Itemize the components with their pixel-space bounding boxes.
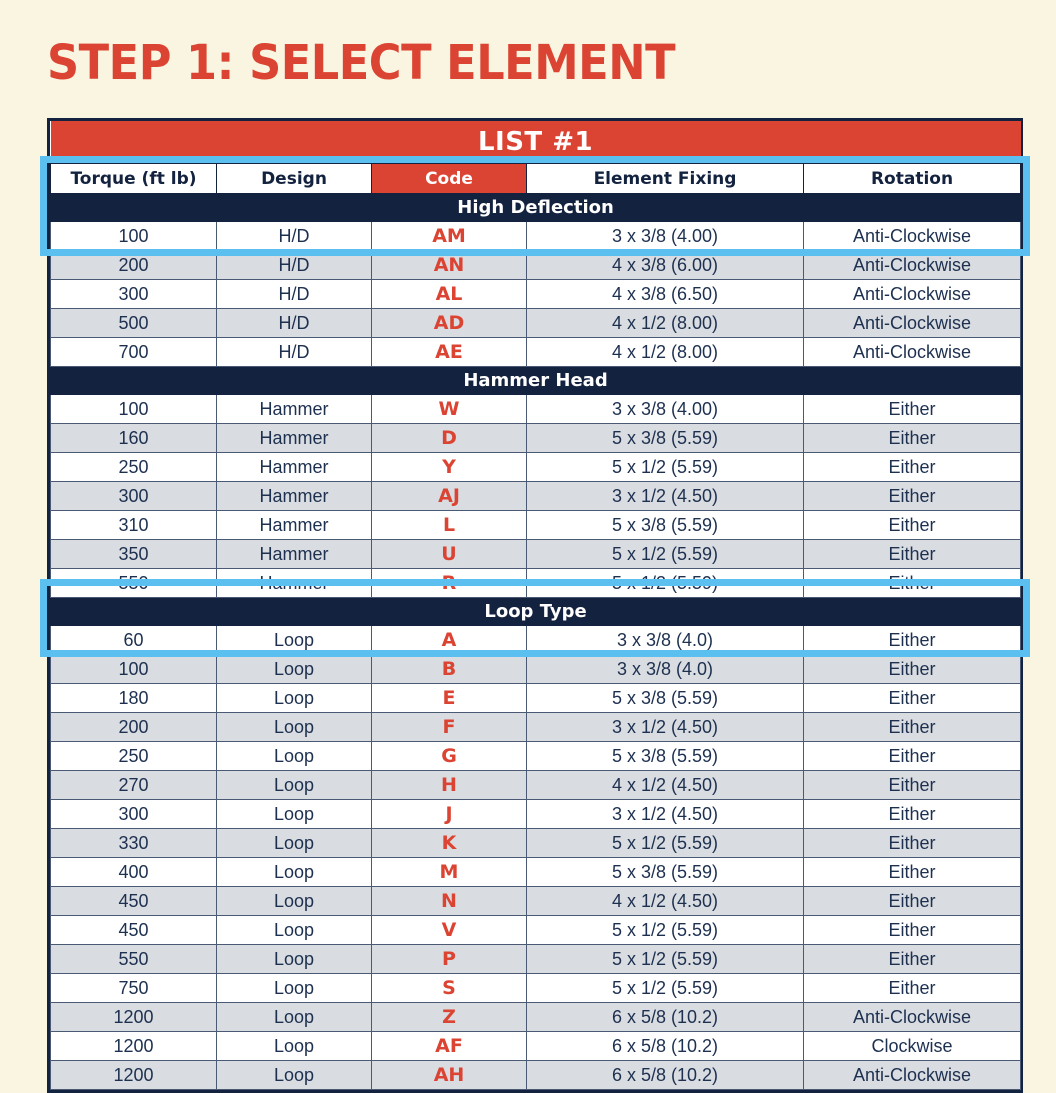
cell-design: H/D [217, 280, 372, 309]
cell-design: Hammer [217, 395, 372, 424]
cell-design: Loop [217, 771, 372, 800]
cell-design: H/D [217, 251, 372, 280]
cell-code: AE [372, 338, 527, 367]
table-row[interactable] [51, 916, 1021, 945]
cell-design: Hammer [217, 540, 372, 569]
cell-torque: 300 [51, 482, 217, 511]
table-row[interactable] [51, 453, 1021, 482]
list-title-row [51, 121, 1021, 164]
column-header-design[interactable]: Design [217, 164, 372, 194]
cell-torque: 400 [51, 858, 217, 887]
cell-fixing: 4 x 1/2 (4.50) [527, 771, 804, 800]
column-header-rotation[interactable]: Rotation [804, 164, 1021, 194]
cell-rotation: Anti-Clockwise [804, 280, 1021, 309]
cell-design: Loop [217, 858, 372, 887]
table-row[interactable] [51, 655, 1021, 684]
table-row[interactable] [51, 338, 1021, 367]
column-header-row [51, 164, 1021, 194]
cell-torque: 550 [51, 569, 217, 598]
column-header-code[interactable]: Code [372, 164, 527, 194]
table-row[interactable] [51, 251, 1021, 280]
table-row[interactable] [51, 395, 1021, 424]
cell-code: N [372, 887, 527, 916]
cell-design: Loop [217, 1032, 372, 1061]
cell-rotation: Either [804, 540, 1021, 569]
table-row[interactable] [51, 1032, 1021, 1061]
cell-rotation: Anti-Clockwise [804, 1003, 1021, 1032]
cell-code: AJ [372, 482, 527, 511]
cell-rotation: Either [804, 742, 1021, 771]
cell-code: J [372, 800, 527, 829]
cell-torque: 270 [51, 771, 217, 800]
cell-torque: 300 [51, 800, 217, 829]
cell-fixing: 5 x 3/8 (5.59) [527, 424, 804, 453]
table-row[interactable] [51, 569, 1021, 598]
cell-fixing: 3 x 3/8 (4.00) [527, 395, 804, 424]
cell-code: AD [372, 309, 527, 338]
cell-code: A [372, 626, 527, 655]
cell-rotation: Anti-Clockwise [804, 309, 1021, 338]
cell-rotation: Either [804, 626, 1021, 655]
section-header-label: Loop Type [51, 598, 1021, 626]
cell-torque: 200 [51, 251, 217, 280]
cell-fixing: 4 x 1/2 (4.50) [527, 887, 804, 916]
cell-design: Loop [217, 974, 372, 1003]
table-row[interactable] [51, 309, 1021, 338]
cell-code: AH [372, 1061, 527, 1090]
cell-rotation: Either [804, 916, 1021, 945]
cell-design: Loop [217, 945, 372, 974]
cell-design: Hammer [217, 453, 372, 482]
cell-code: G [372, 742, 527, 771]
cell-code: AF [372, 1032, 527, 1061]
cell-code: F [372, 713, 527, 742]
cell-torque: 250 [51, 453, 217, 482]
cell-design: Loop [217, 887, 372, 916]
column-header-torque-ft-lb[interactable]: Torque (ft lb) [51, 164, 217, 194]
table-row[interactable] [51, 482, 1021, 511]
cell-code: Z [372, 1003, 527, 1032]
cell-fixing: 6 x 5/8 (10.2) [527, 1032, 804, 1061]
cell-rotation: Either [804, 713, 1021, 742]
cell-code: Y [372, 453, 527, 482]
table-row[interactable] [51, 742, 1021, 771]
cell-code: V [372, 916, 527, 945]
cell-fixing: 6 x 5/8 (10.2) [527, 1003, 804, 1032]
cell-fixing: 5 x 1/2 (5.59) [527, 829, 804, 858]
cell-code: W [372, 395, 527, 424]
cell-fixing: 5 x 3/8 (5.59) [527, 858, 804, 887]
cell-torque: 350 [51, 540, 217, 569]
cell-code: U [372, 540, 527, 569]
table-row[interactable] [51, 887, 1021, 916]
cell-rotation: Anti-Clockwise [804, 251, 1021, 280]
cell-code: R [372, 569, 527, 598]
cell-fixing: 4 x 3/8 (6.00) [527, 251, 804, 280]
cell-torque: 750 [51, 974, 217, 1003]
list-title: LIST #1 [51, 121, 1021, 164]
cell-design: Loop [217, 655, 372, 684]
cell-code: S [372, 974, 527, 1003]
cell-code: B [372, 655, 527, 684]
cell-design: H/D [217, 222, 372, 251]
cell-rotation: Either [804, 800, 1021, 829]
cell-code: AM [372, 222, 527, 251]
table-row[interactable] [51, 511, 1021, 540]
cell-code: AL [372, 280, 527, 309]
cell-torque: 300 [51, 280, 217, 309]
cell-design: Loop [217, 916, 372, 945]
table-body [51, 121, 1021, 1090]
table-row[interactable] [51, 626, 1021, 655]
cell-rotation: Anti-Clockwise [804, 338, 1021, 367]
cell-fixing: 3 x 1/2 (4.50) [527, 482, 804, 511]
cell-torque: 500 [51, 309, 217, 338]
cell-fixing: 6 x 5/8 (10.2) [527, 1061, 804, 1090]
cell-rotation: Either [804, 771, 1021, 800]
section-header-label: Hammer Head [51, 367, 1021, 395]
cell-design: Loop [217, 713, 372, 742]
cell-torque: 60 [51, 626, 217, 655]
cell-design: Hammer [217, 569, 372, 598]
cell-fixing: 5 x 3/8 (5.59) [527, 511, 804, 540]
section-header-row [51, 194, 1021, 222]
cell-torque: 700 [51, 338, 217, 367]
cell-rotation: Anti-Clockwise [804, 222, 1021, 251]
table-row[interactable] [51, 974, 1021, 1003]
cell-rotation: Either [804, 829, 1021, 858]
table-row[interactable] [51, 684, 1021, 713]
cell-torque: 180 [51, 684, 217, 713]
cell-design: Loop [217, 829, 372, 858]
cell-torque: 330 [51, 829, 217, 858]
section-header-row [51, 367, 1021, 395]
table-row[interactable] [51, 1003, 1021, 1032]
cell-fixing: 3 x 1/2 (4.50) [527, 800, 804, 829]
table-row[interactable] [51, 540, 1021, 569]
table-row[interactable] [51, 1061, 1021, 1090]
cell-torque: 1200 [51, 1032, 217, 1061]
cell-design: Hammer [217, 424, 372, 453]
cell-design: Hammer [217, 482, 372, 511]
cell-code: L [372, 511, 527, 540]
cell-fixing: 5 x 1/2 (5.59) [527, 569, 804, 598]
section-header-label: High Deflection [51, 194, 1021, 222]
cell-fixing: 5 x 1/2 (5.59) [527, 916, 804, 945]
selection-table [47, 118, 1023, 1093]
cell-fixing: 5 x 1/2 (5.59) [527, 453, 804, 482]
cell-rotation: Either [804, 684, 1021, 713]
cell-code: D [372, 424, 527, 453]
table-row[interactable] [51, 424, 1021, 453]
cell-fixing: 5 x 1/2 (5.59) [527, 974, 804, 1003]
cell-design: Loop [217, 742, 372, 771]
cell-fixing: 3 x 3/8 (4.0) [527, 626, 804, 655]
cell-fixing: 3 x 1/2 (4.50) [527, 713, 804, 742]
cell-rotation: Either [804, 569, 1021, 598]
table-row[interactable] [51, 222, 1021, 251]
cell-torque: 200 [51, 713, 217, 742]
cell-fixing: 5 x 3/8 (5.59) [527, 684, 804, 713]
cell-fixing: 3 x 3/8 (4.00) [527, 222, 804, 251]
cell-torque: 250 [51, 742, 217, 771]
table-row[interactable] [51, 713, 1021, 742]
cell-rotation: Either [804, 974, 1021, 1003]
cell-fixing: 4 x 1/2 (8.00) [527, 309, 804, 338]
cell-design: Loop [217, 1003, 372, 1032]
cell-code: M [372, 858, 527, 887]
cell-rotation: Either [804, 655, 1021, 684]
cell-code: P [372, 945, 527, 974]
cell-rotation: Either [804, 395, 1021, 424]
cell-code: E [372, 684, 527, 713]
table-row[interactable] [51, 280, 1021, 309]
table-row[interactable] [51, 945, 1021, 974]
cell-rotation: Either [804, 887, 1021, 916]
cell-torque: 100 [51, 395, 217, 424]
cell-rotation: Clockwise [804, 1032, 1021, 1061]
cell-design: H/D [217, 338, 372, 367]
page-title: STEP 1: SELECT ELEMENT [47, 35, 676, 91]
cell-torque: 310 [51, 511, 217, 540]
table-row[interactable] [51, 829, 1021, 858]
column-header-element-fixing[interactable]: Element Fixing [527, 164, 804, 194]
cell-torque: 450 [51, 887, 217, 916]
cell-rotation: Either [804, 945, 1021, 974]
cell-design: H/D [217, 309, 372, 338]
cell-fixing: 4 x 1/2 (8.00) [527, 338, 804, 367]
cell-torque: 450 [51, 916, 217, 945]
cell-rotation: Either [804, 453, 1021, 482]
cell-fixing: 4 x 3/8 (6.50) [527, 280, 804, 309]
cell-rotation: Anti-Clockwise [804, 1061, 1021, 1090]
cell-torque: 550 [51, 945, 217, 974]
cell-design: Loop [217, 1061, 372, 1090]
cell-fixing: 5 x 3/8 (5.59) [527, 742, 804, 771]
cell-design: Hammer [217, 511, 372, 540]
cell-fixing: 5 x 1/2 (5.59) [527, 540, 804, 569]
cell-rotation: Either [804, 511, 1021, 540]
table-row[interactable] [51, 800, 1021, 829]
cell-design: Loop [217, 684, 372, 713]
section-header-row [51, 598, 1021, 626]
cell-torque: 160 [51, 424, 217, 453]
cell-torque: 1200 [51, 1003, 217, 1032]
table-row[interactable] [51, 771, 1021, 800]
table-row[interactable] [51, 858, 1021, 887]
cell-rotation: Either [804, 424, 1021, 453]
cell-torque: 1200 [51, 1061, 217, 1090]
cell-design: Loop [217, 626, 372, 655]
cell-code: AN [372, 251, 527, 280]
cell-code: K [372, 829, 527, 858]
cell-design: Loop [217, 800, 372, 829]
cell-rotation: Either [804, 482, 1021, 511]
element-list-table [50, 121, 1021, 1090]
cell-fixing: 3 x 3/8 (4.0) [527, 655, 804, 684]
cell-code: H [372, 771, 527, 800]
cell-fixing: 5 x 1/2 (5.59) [527, 945, 804, 974]
cell-torque: 100 [51, 655, 217, 684]
cell-rotation: Either [804, 858, 1021, 887]
cell-torque: 100 [51, 222, 217, 251]
